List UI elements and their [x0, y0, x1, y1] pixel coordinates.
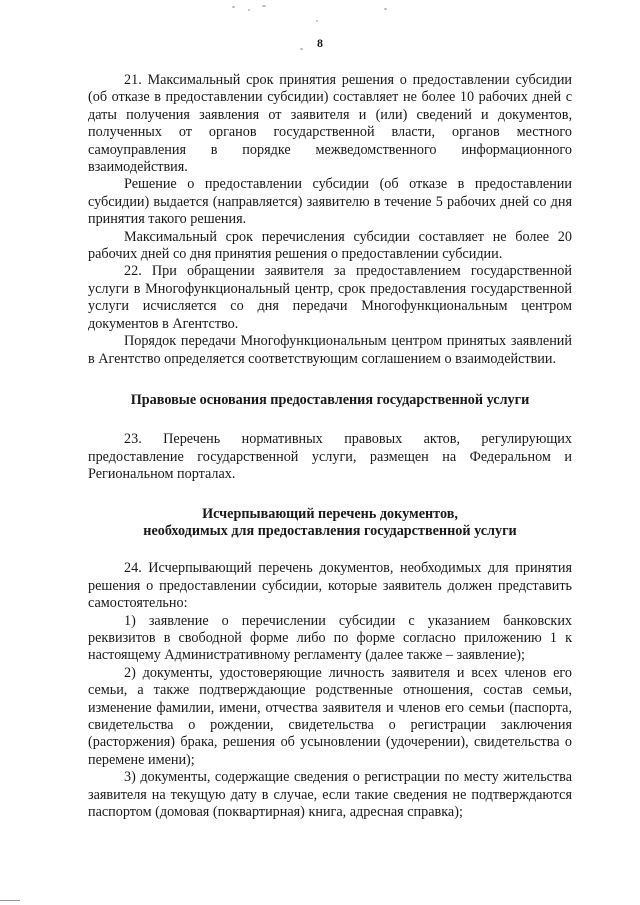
document-body — [88, 72, 572, 821]
section-heading-line: необходимых для предоставления государственной услуги — [143, 522, 517, 539]
paragraph-procedure: Порядок передачи Многофункциональным центром принятых заявлений в Агентство определяется соответствующим соглашением о взаимодействии. — [88, 333, 572, 367]
paragraph-21: 21. Максимальный срок принятия решения о предоставлении субсидии (об отказе в предоставлении субсидии) составляет не более 10 рабочих дней с даты получения заявления от заявителя и (или) сведений и документов, полученных от органов государственной власти, органов местного самоуправления в порядке межведомственного информационного взаимодействия. — [88, 72, 572, 176]
scan-speck — [316, 20, 318, 22]
scan-edge-line — [0, 900, 20, 901]
section-heading-documents — [88, 506, 572, 541]
paragraph-decision: Решение о предоставлении субсидии (об отказе в предоставлении субсидии) выдается (направляется) заявителю в течение 5 рабочих дней со дня принятия такого решения. — [88, 176, 572, 228]
scan-speck — [384, 8, 387, 10]
list-item-2: 2) документы, удостоверяющие личность заявителя и всех членов его семьи, а также подтверждающие родственные отношения, состав семьи, изменение фамилии, имени, отчества заявителя и членов его семьи (паспорта, свидетельства о рождении, свидетельства о регистрации заключения (расторжения) брака, решения об усыновлении (удочерении), свидетельства о перемене имени); — [88, 664, 572, 768]
section-heading-line: Исчерпывающий перечень документов, — [202, 505, 458, 522]
paragraph-23: 23. Перечень нормативных правовых актов, регулирующих предоставление государственной услуги, размещен на Федеральном и Региональном порталах. — [88, 431, 572, 483]
section-heading-legal-basis: Правовые основания предоставления государственной услуги — [130, 391, 530, 408]
scan-speck — [248, 9, 250, 11]
scan-speck — [232, 6, 235, 8]
scan-speck — [262, 5, 266, 7]
page-number: 8 — [317, 36, 323, 50]
list-item-3: 3) документы, содержащие сведения о регистрации по месту жительства заявителя на текущую дату в случае, если такие сведения не подтверждаются паспортом (домовая (поквартирная) книга, адресная справка); — [88, 769, 572, 821]
paragraph-transfer-term: Максимальный срок перечисления субсидии составляет не более 20 рабочих дней со дня принятия решения о предоставлении субсидии. — [88, 228, 572, 263]
paragraph-22: 22. При обращении заявителя за предоставлением государственной услуги в Многофункциональный центр, срок предоставления государственной услуги исчисляется со дня передачи Многофункциональным центром документов в Агентство. — [88, 263, 572, 332]
list-item-1: 1) заявление о перечислении субсидии с указанием банковских реквизитов в свободной форме либо по форме согласно приложению 1 к настоящему Административному регламенту (далее также – заявление); — [88, 612, 572, 664]
paragraph-24: 24. Исчерпывающий перечень документов, необходимых для принятия решения о предоставлении субсидии, которые заявитель должен представить самостоятельно: — [88, 560, 572, 612]
